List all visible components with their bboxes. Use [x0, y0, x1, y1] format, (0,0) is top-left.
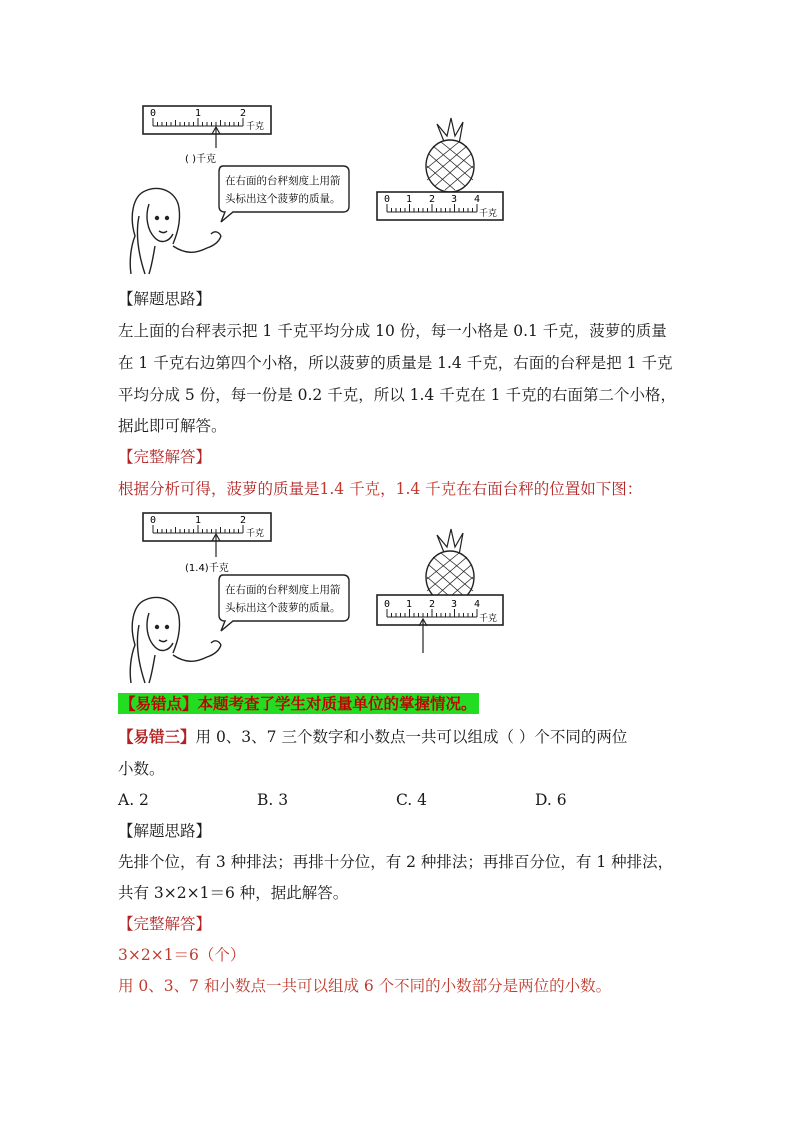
left-scale	[143, 106, 271, 165]
speech-line-2: 头标出这个菠萝的质量。	[225, 193, 341, 205]
tick-label: 2	[429, 599, 436, 610]
option-c: C. 4	[396, 791, 428, 809]
left-scale	[143, 513, 271, 574]
answer-text: 根据分析可得，菠萝的质量是	[118, 480, 320, 498]
tick-label: 1	[195, 515, 202, 526]
tick-label: 1	[406, 599, 413, 610]
answer-heading: 【完整解答】	[118, 448, 212, 466]
speech-line-2: 头标出这个菠萝的质量。	[225, 602, 341, 614]
question-text: 用 0、3、7 三个数字和小数点一共可以组成（ ）个不同的两位	[195, 728, 628, 746]
pineapple-icon	[426, 529, 474, 603]
figure-scales-question-svg	[115, 96, 515, 276]
figure-scales-question	[115, 96, 515, 276]
thinking-line: 左上面的台秤表示把 1 千克平均分成 10 份，每一小格是 0.1 千克，菠萝的质量	[118, 322, 667, 340]
figure-scales-answer-svg	[115, 503, 515, 685]
thinking-heading: 【解题思路】	[118, 822, 212, 840]
teacher-illustration	[130, 188, 221, 274]
unit-label: 千克	[479, 209, 498, 219]
unit-label: 千克	[479, 614, 498, 624]
thinking-line: 共有 3×2×1＝6 种，据此解答。	[118, 884, 349, 902]
unit-label: 千克	[246, 529, 265, 539]
tick-label: 4	[474, 599, 481, 610]
tick-label: 3	[451, 599, 458, 610]
thinking-line: 据此即可解答。	[118, 417, 227, 435]
error-point-highlight: 【易错点】本题考查了学生对质量单位的掌握情况。	[120, 694, 477, 713]
answer-value: 1.4 千克	[395, 480, 457, 498]
option-b: B. 3	[257, 791, 289, 809]
pineapple-icon	[426, 118, 474, 192]
answer-text: ，	[380, 480, 396, 498]
tick-label: 1	[195, 108, 202, 119]
thinking-heading: 【解题思路】	[118, 290, 212, 308]
answer-value: 1.4 千克	[319, 480, 381, 498]
option-a: A. 2	[118, 791, 149, 809]
question-3-line-1	[118, 727, 627, 747]
answer-blank: ( )千克	[185, 154, 216, 165]
tick-label: 2	[240, 515, 247, 526]
answer-filled: (1.4)千克	[185, 563, 229, 574]
tick-label: 4	[474, 194, 481, 205]
error-point	[118, 694, 479, 714]
tick-label: 2	[240, 108, 247, 119]
speech-bubble	[219, 166, 349, 222]
thinking-line: 平均分成 5 份，每一份是 0.2 千克，所以 1.4 千克在 1 千克的右面第二个小格，	[118, 386, 676, 404]
option-d: D. 6	[535, 791, 567, 809]
speech-line-1: 在右面的台秤刻度上用箭	[225, 175, 341, 187]
answer-line: 3×2×1＝6（个）	[118, 946, 246, 964]
tick-label: 0	[384, 194, 391, 205]
tick-label: 2	[429, 194, 436, 205]
answer-line	[118, 479, 642, 499]
question-3-line-2: 小数。	[118, 760, 165, 778]
thinking-line: 在 1 千克右边第四个小格，所以菠萝的质量是 1.4 千克，右面的台秤是把 1 千克	[118, 354, 673, 372]
question-label: 【易错三】	[118, 727, 196, 746]
tick-label: 0	[150, 515, 157, 526]
unit-label: 千克	[246, 122, 265, 132]
tick-label: 0	[150, 108, 157, 119]
speech-line-1: 在右面的台秤刻度上用箭	[225, 584, 341, 596]
right-scale	[377, 595, 503, 653]
speech-bubble	[219, 575, 349, 631]
tick-label: 3	[451, 194, 458, 205]
tick-label: 1	[406, 194, 413, 205]
answer-line: 用 0、3、7 和小数点一共可以组成 6 个不同的小数部分是两位的小数。	[118, 977, 612, 995]
tick-label: 0	[384, 599, 391, 610]
answer-heading: 【完整解答】	[118, 915, 212, 933]
thinking-line: 先排个位，有 3 种排法；再排十分位，有 2 种排法；再排百分位，有 1 种排法，	[118, 853, 674, 871]
teacher-illustration	[130, 597, 221, 683]
right-scale	[377, 192, 503, 220]
answer-text: 在右面台秤的位置如下图：	[456, 480, 643, 498]
figure-scales-answer	[115, 503, 515, 685]
